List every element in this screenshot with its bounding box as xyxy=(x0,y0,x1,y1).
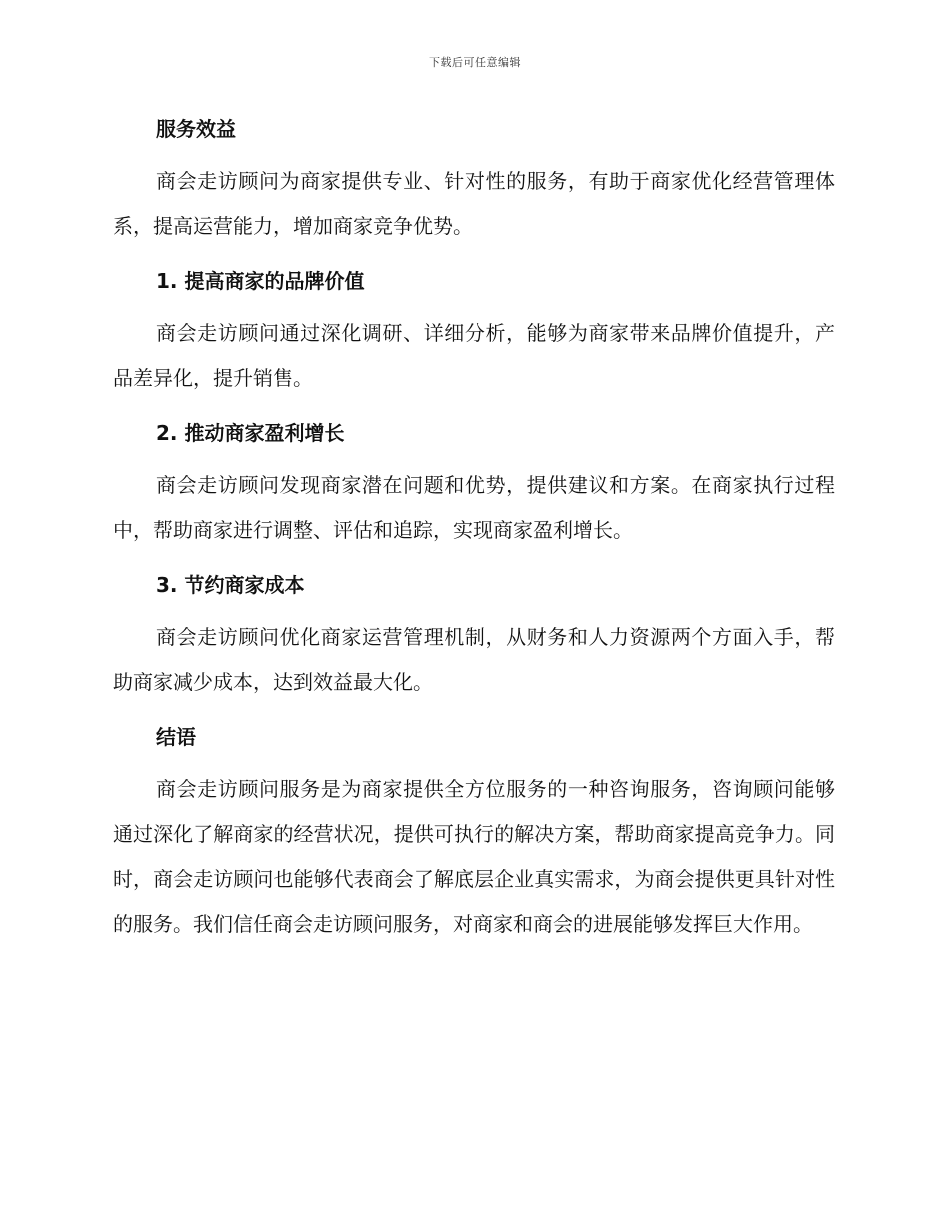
section-heading-profit-growth: 2. 推动商家盈利增长 xyxy=(156,421,345,445)
section-paragraph-conclusion: 商会走访顾问服务是为商家提供全方位服务的一种咨询服务，咨询顾问能够通过深化了解商家的经营状况，提供可执行的解决方案，帮助商家提高竞争力。同时，商会走访顾问也能够代表商会了解底层企业真实需求，为商会提供更具针对性的服务。我们信任商会走访顾问服务，对商家和商会的进展能够发挥巨大作用。 xyxy=(113,777,835,936)
document-body xyxy=(113,112,835,947)
section-heading-conclusion: 结语 xyxy=(156,725,196,749)
section-paragraph-benefits: 商会走访顾问为商家提供专业、针对性的服务，有助于商家优化经营管理体系，提高运营能力，增加商家竞争优势。 xyxy=(113,169,835,238)
section-heading-cost-saving: 3. 节约商家成本 xyxy=(156,573,305,597)
section-paragraph-brand-value: 商会走访顾问通过深化调研、详细分析，能够为商家带来品牌价值提升，产品差异化，提升销售。 xyxy=(113,321,835,390)
section-heading-brand-value: 1. 提高商家的品牌价值 xyxy=(156,269,365,293)
section-paragraph-profit-growth: 商会走访顾问发现商家潜在问题和优势，提供建议和方案。在商家执行过程中，帮助商家进行调整、评估和追踪，实现商家盈利增长。 xyxy=(113,473,835,542)
page-header-note: 下载后可任意编辑 xyxy=(429,56,521,69)
section-heading-benefits: 服务效益 xyxy=(156,117,236,141)
section-paragraph-cost-saving: 商会走访顾问优化商家运营管理机制，从财务和人力资源两个方面入手，帮助商家减少成本，达到效益最大化。 xyxy=(113,625,835,694)
